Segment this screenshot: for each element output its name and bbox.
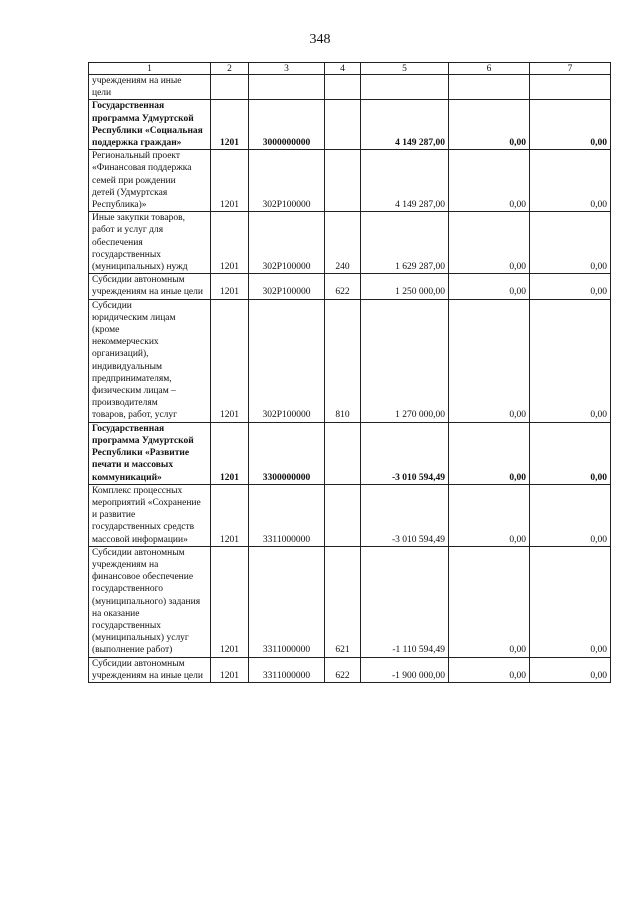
table-row (89, 75, 611, 100)
amount-cell (530, 75, 611, 100)
amount-cell: 0,00 (530, 657, 611, 682)
amount-cell: 0,00 (449, 657, 530, 682)
row-name (89, 150, 211, 212)
target-code: 302Р100000 (249, 274, 325, 299)
amount-cell: 1 270 000,00 (361, 299, 449, 422)
column-header: 3 (249, 63, 325, 75)
row-name-text: Комплекс процессных мероприятий «Сохранение и развитие государственных средств массовой информации» (92, 485, 201, 545)
row-name (89, 299, 211, 422)
section-code: 1201 (211, 422, 249, 484)
column-header: 2 (211, 63, 249, 75)
row-name (89, 274, 211, 299)
section-code: 1201 (211, 299, 249, 422)
row-name (89, 75, 211, 100)
table-row (89, 546, 611, 657)
amount-cell: -3 010 594,49 (361, 422, 449, 484)
expense-type-code: 621 (325, 546, 361, 657)
expense-type-code (325, 150, 361, 212)
row-name (89, 657, 211, 682)
table-row (89, 422, 611, 484)
target-code: 3311000000 (249, 657, 325, 682)
amount-cell: 0,00 (449, 422, 530, 484)
expense-type-code (325, 422, 361, 484)
column-header: 7 (530, 63, 611, 75)
amount-cell: 0,00 (449, 100, 530, 150)
target-code: 3300000000 (249, 422, 325, 484)
page-number: 348 (309, 32, 331, 47)
column-header: 4 (325, 63, 361, 75)
expense-type-code: 622 (325, 657, 361, 682)
row-name-text: Государственная программа Удмуртской Республики «Развитие печати и массовых коммуникаций» (92, 423, 194, 483)
target-code: 302Р100000 (249, 299, 325, 422)
row-name (89, 422, 211, 484)
table-row (89, 657, 611, 682)
table-row (89, 150, 611, 212)
target-code: 302Р100000 (249, 212, 325, 274)
row-name-text: Субсидии автономным учреждениям на финансовое обеспечение государственного (муниципального) задания на оказание государственных (муниципальных) услуг (выполнение работ) (92, 547, 201, 656)
row-name (89, 484, 211, 546)
amount-cell: 0,00 (449, 299, 530, 422)
section-code: 1201 (211, 657, 249, 682)
section-code: 1201 (211, 484, 249, 546)
amount-cell: 0,00 (530, 150, 611, 212)
amount-cell: 0,00 (449, 274, 530, 299)
amount-cell: 4 149 287,00 (361, 150, 449, 212)
amount-cell: 0,00 (449, 546, 530, 657)
expense-type-code (325, 484, 361, 546)
section-code: 1201 (211, 546, 249, 657)
amount-cell: 0,00 (449, 484, 530, 546)
column-header: 5 (361, 63, 449, 75)
amount-cell: -3 010 594,49 (361, 484, 449, 546)
section-code: 1201 (211, 212, 249, 274)
section-code (211, 75, 249, 100)
amount-cell: 0,00 (530, 274, 611, 299)
header-row (89, 63, 611, 75)
budget-table (88, 62, 611, 683)
row-name-text: Иные закупки товаров, работ и услуг для обеспечения государственных (муниципальных) нужд (92, 213, 188, 273)
amount-cell: 0,00 (530, 100, 611, 150)
target-code (249, 75, 325, 100)
amount-cell: 0,00 (530, 299, 611, 422)
table-row (89, 484, 611, 546)
row-name-text: Субсидии автономным учреждениям на иные цели (92, 658, 203, 681)
expense-type-code (325, 75, 361, 100)
target-code: 3311000000 (249, 546, 325, 657)
row-name (89, 546, 211, 657)
target-code: 3311000000 (249, 484, 325, 546)
amount-cell: 0,00 (530, 422, 611, 484)
row-name (89, 212, 211, 274)
amount-cell: 1 629 287,00 (361, 212, 449, 274)
table-row (89, 299, 611, 422)
amount-cell: 0,00 (449, 212, 530, 274)
table-row (89, 274, 611, 299)
column-header: 6 (449, 63, 530, 75)
row-name-text: Субсидии юридическим лицам (кроме некоммерческих организаций), индивидуальным предпринимателям, физическим лицам – производителям товаров, работ, услуг (92, 300, 178, 421)
row-name-text: Государственная программа Удмуртской Республики «Социальная поддержка граждан» (92, 101, 203, 149)
section-code: 1201 (211, 100, 249, 150)
amount-cell: 0,00 (530, 212, 611, 274)
column-header: 1 (89, 63, 211, 75)
amount-cell (449, 75, 530, 100)
expense-type-code: 240 (325, 212, 361, 274)
amount-cell: 0,00 (449, 150, 530, 212)
amount-cell: 0,00 (530, 484, 611, 546)
amount-cell: -1 900 000,00 (361, 657, 449, 682)
row-name-text: учреждениям на иные цели (92, 76, 182, 99)
section-code: 1201 (211, 274, 249, 299)
expense-type-code: 622 (325, 274, 361, 299)
table-row (89, 100, 611, 150)
target-code: 302Р100000 (249, 150, 325, 212)
expense-type-code: 810 (325, 299, 361, 422)
amount-cell: 1 250 000,00 (361, 274, 449, 299)
amount-cell: 4 149 287,00 (361, 100, 449, 150)
section-code: 1201 (211, 150, 249, 212)
row-name-text: Региональный проект «Финансовая поддержка семей при рождении детей (Удмуртская Республика)» (92, 151, 192, 211)
amount-cell: 0,00 (530, 546, 611, 657)
amount-cell: -1 110 594,49 (361, 546, 449, 657)
target-code: 3000000000 (249, 100, 325, 150)
row-name-text: Субсидии автономным учреждениям на иные цели (92, 275, 203, 298)
expense-type-code (325, 100, 361, 150)
table-row (89, 212, 611, 274)
amount-cell (361, 75, 449, 100)
row-name (89, 100, 211, 150)
